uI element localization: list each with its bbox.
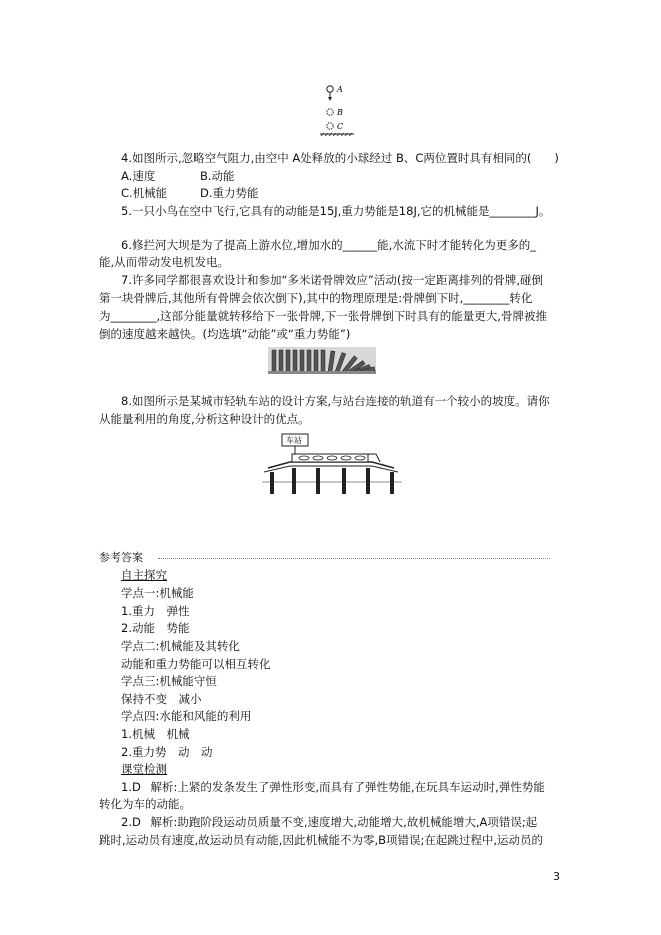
station-diagram xyxy=(262,432,402,496)
question-8-line-1: 8.如图所示是某城市轻轨车站的设计方案,与站台连接的轨道有一个较小的坡度。请你 xyxy=(121,394,550,408)
page-number: 3 xyxy=(553,870,560,883)
answer-line: 学点一:机械能 xyxy=(121,586,194,600)
answer-2-number: 2.D xyxy=(121,815,141,829)
question-8-line-2: 从能量利用的角度,分析这种设计的优点。 xyxy=(99,412,310,426)
analysis-tag: 解析 xyxy=(150,815,174,829)
analysis-tag: 解析 xyxy=(150,780,174,794)
label-a: A xyxy=(337,85,343,94)
answer-line: 2.动能 势能 xyxy=(121,621,190,635)
answer-line: 学点三:机械能守恒 xyxy=(121,674,217,688)
question-5: 5.一只小鸟在空中飞行,它具有的动能是15J,重力势能是18J,它的机械能是________J。 xyxy=(121,204,551,218)
answer-line: 2.重力势 动 动 xyxy=(121,745,213,759)
station-label: 车站 xyxy=(286,436,302,445)
question-4-stem: 4.如图所示,忽略空气阻力,由空中 A处释放的小球经过 B、C两位置时具有相同的( ) xyxy=(121,151,559,165)
answer-line: 1.重力 弹性 xyxy=(121,604,190,618)
answer-1-number: 1.D xyxy=(121,780,141,794)
answer-line: 学点四:水能和风能的利用 xyxy=(121,709,252,723)
question-7-line-4: 倒的速度越来越快。(均选填“动能”或“重力势能”) xyxy=(99,327,351,341)
answer-2-line-2: 跳时,运动员有速度,故运动员有动能,因此机械能不为零,B项错误;在起跳过程中,运动员的 xyxy=(99,833,544,847)
domino-image xyxy=(268,347,376,374)
question-7-line-3: 为________,这部分能量就转移给下一张骨牌,下一张骨牌倒下时具有的能量更大,骨牌被推 xyxy=(99,309,547,323)
answer-2-line-1 xyxy=(121,815,537,830)
answer-line: 动能和重力势能可以相互转化 xyxy=(121,657,271,671)
question-6-line-1: 6.修拦河大坝是为了提高上游水位,增加水的______能,水流下时才能转化为更多的_ xyxy=(121,238,537,252)
answer-1-line-2: 转化为车的动能。 xyxy=(99,797,191,811)
question-7-line-1: 7.许多同学都很喜欢设计和参加“多米诺骨牌效应”活动(按一定距离排列的骨牌,碰倒 xyxy=(121,273,544,287)
domino-figure xyxy=(268,347,376,374)
question-7-line-2: 第一块骨牌后,其他所有骨牌会依次倒下),其中的物理原理是:骨牌倒下时,________转化 xyxy=(99,291,533,305)
answer-2-text: :助跑阶段运动员质量不变,速度增大,动能增大,故机械能增大,A项错误;起 xyxy=(173,815,538,829)
answer-line: 1.机械 机械 xyxy=(121,727,190,741)
section-self-study: 自主探究 xyxy=(121,568,167,582)
question-4-option-c: C.机械能 xyxy=(121,186,168,200)
question-4-option-b: B.动能 xyxy=(200,169,235,183)
ball-drop-diagram xyxy=(318,84,358,136)
label-c: C xyxy=(337,122,344,131)
answer-line: 学点二:机械能及其转化 xyxy=(121,639,240,653)
answers-heading: 参考答案 xyxy=(99,551,143,564)
answer-1-line-1 xyxy=(121,780,545,795)
station-figure xyxy=(262,432,402,496)
ball-drop-figure xyxy=(318,84,358,136)
question-4-option-d: D.重力势能 xyxy=(200,186,259,200)
answers-divider xyxy=(158,558,550,559)
answer-line: 保持不变 减小 xyxy=(121,692,202,706)
question-4-option-a: A.速度 xyxy=(121,169,156,183)
answer-1-text: :上紧的发条发生了弹性形变,而具有了弹性势能,在玩具车运动时,弹性势能 xyxy=(173,780,545,794)
question-6-line-2: 能,从而带动发电机发电。 xyxy=(99,255,230,269)
label-b: B xyxy=(337,108,343,117)
section-class-test: 课堂检测 xyxy=(121,762,167,776)
